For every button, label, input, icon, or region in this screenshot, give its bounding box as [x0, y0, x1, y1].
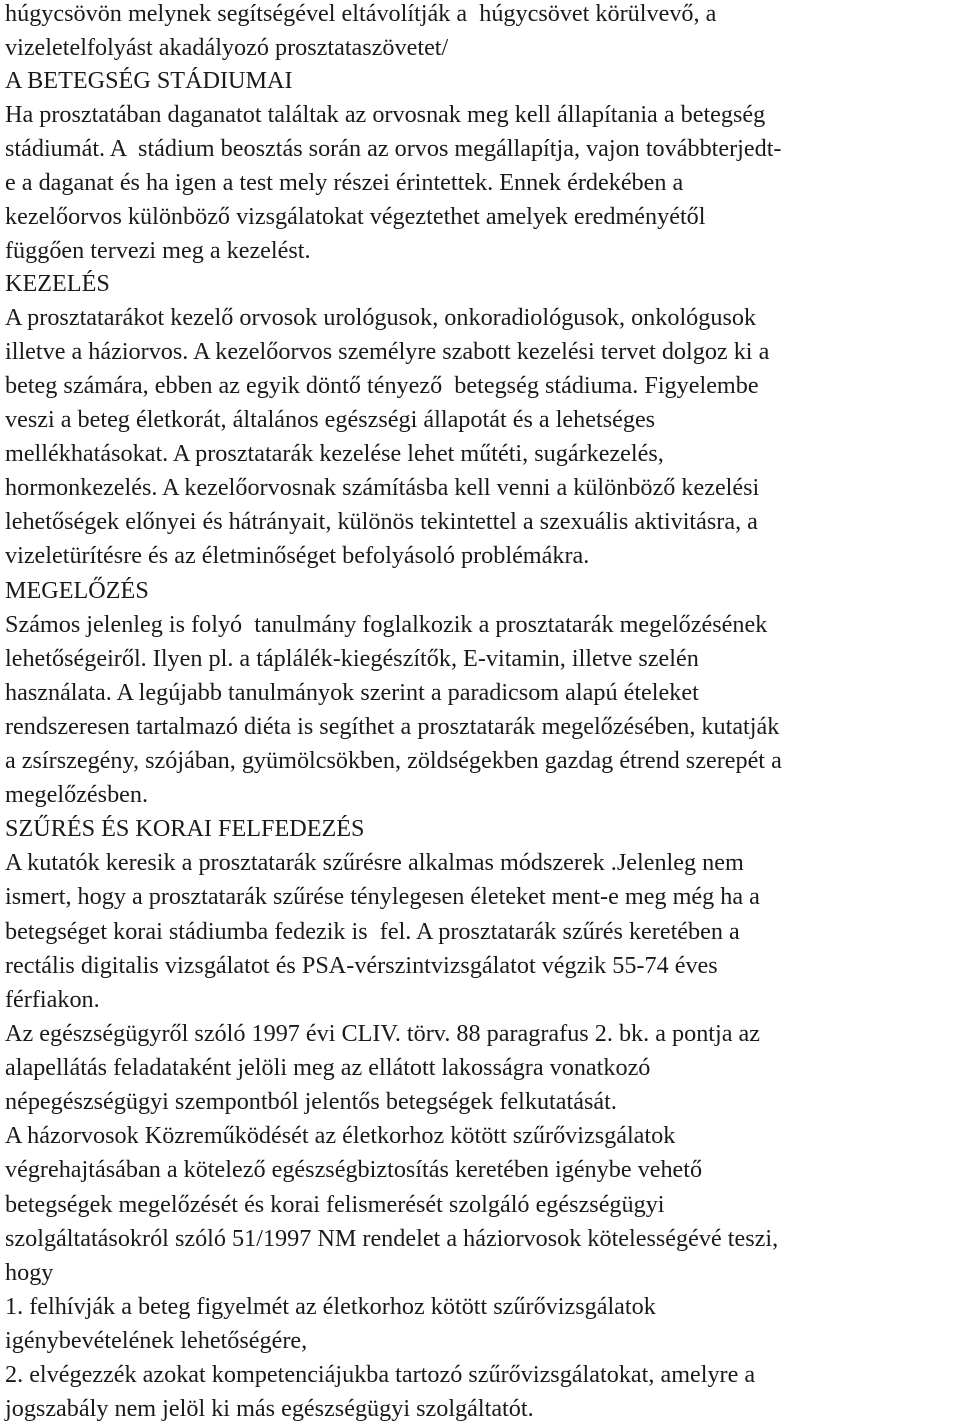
text-line: betegséget korai stádiumba fedezik is fel. A prosztatarák szűrés keretében a	[5, 918, 740, 945]
text-line: vizeletürítésre és az életminőséget befolyásoló problémákra.	[5, 542, 590, 569]
text-line: hormonkezelés. A kezelőorvosnak számításba kell venni a különböző kezelési	[5, 474, 760, 501]
text-line: alapellátás feladataként jelöli meg az ellátott lakosságra vonatkozó	[5, 1054, 651, 1081]
text-line: húgycsövön melynek segítségével eltávolítják a húgycsövet körülvevő, a	[5, 0, 717, 27]
text-line: kezelőorvos különböző vizsgálatokat végeztethet amelyek eredményétől	[5, 203, 706, 230]
text-line: megelőzésben.	[5, 781, 149, 808]
section-heading-stadiumai: A BETEGSÉG STÁDIUMAI	[5, 67, 293, 94]
text-line: Ha prosztatában daganatot találtak az orvosnak meg kell állapítania a betegség	[5, 101, 766, 128]
text-line: e a daganat és ha igen a test mely részei érintettek. Ennek érdekében a	[5, 169, 684, 196]
text-line: használata. A legújabb tanulmányok szerint a paradicsom alapú ételeket	[5, 679, 699, 706]
text-line: a zsírszegény, szójában, gyümölcsökben, zöldségekben gazdag étrend szerepét a	[5, 747, 782, 774]
section-heading-szures: SZŰRÉS ÉS KORAI FELFEDEZÉS	[5, 815, 365, 842]
section-heading-kezeles: KEZELÉS	[5, 270, 110, 297]
text-line: Számos jelenleg is folyó tanulmány foglalkozik a prosztatarák megelőzésének	[5, 611, 768, 638]
text-line: beteg számára, ebben az egyik döntő tényező betegség stádiuma. Figyelembe	[5, 372, 759, 399]
text-line: Az egészségügyről szóló 1997 évi CLIV. törv. 88 paragrafus 2. bk. a pontja az	[5, 1020, 760, 1047]
text-line: függően tervezi meg a kezelést.	[5, 237, 311, 264]
text-line: jogszabály nem jelöl ki más egészségügyi szolgáltatót.	[5, 1395, 534, 1422]
text-line: férfiakon.	[5, 986, 100, 1013]
text-line: vizeletelfolyást akadályozó prosztataszövetet/	[5, 34, 449, 61]
text-line: A prosztatarákot kezelő orvosok urológusok, onkoradiológusok, onkológusok	[5, 304, 757, 331]
text-line: lehetőségeiről. Ilyen pl. a táplálék-kiegészítők, E-vitamin, illetve szelén	[5, 645, 699, 672]
text-line: stádiumát. A stádium beosztás során az orvos megállapítja, vajon továbbterjedt-	[5, 135, 782, 162]
text-line: mellékhatásokat. A prosztatarák kezelése lehet műtéti, sugárkezelés,	[5, 440, 664, 467]
text-line: ismert, hogy a prosztatarák szűrése ténylegesen életeket ment-e meg még ha a	[5, 883, 760, 910]
text-line: hogy	[5, 1259, 54, 1286]
text-line: népegészségügyi szempontból jelentős betegségek felkutatását.	[5, 1088, 617, 1115]
text-line: illetve a háziorvos. A kezelőorvos személyre szabott kezelési tervet dolgoz ki a	[5, 338, 770, 365]
text-line: végrehajtásában a kötelező egészségbiztosítás keretében igénybe vehető	[5, 1156, 703, 1183]
text-line: szolgáltatásokról szóló 51/1997 NM rendelet a háziorvosok kötelességévé teszi,	[5, 1225, 779, 1252]
text-line: betegségek megelőzését és korai felismerését szolgáló egészségügyi	[5, 1191, 665, 1218]
text-line: A házorvosok Közreműködését az életkorhoz kötött szűrővizsgálatok	[5, 1122, 676, 1149]
text-line: igénybevételének lehetőségére,	[5, 1327, 308, 1354]
text-line: rectális digitalis vizsgálatot és PSA-vérszintvizsgálatot végzik 55-74 éves	[5, 952, 718, 979]
list-item-2: 2. elvégezzék azokat kompetenciájukba tartozó szűrővizsgálatokat, amelyre a	[5, 1361, 756, 1388]
text-line: veszi a beteg életkorát, általános egészségi állapotát és a lehetséges	[5, 406, 656, 433]
list-item-1: 1. felhívják a beteg figyelmét az életkorhoz kötött szűrővizsgálatok	[5, 1293, 656, 1320]
text-line: A kutatók keresik a prosztatarák szűrésre alkalmas módszerek .Jelenleg nem	[5, 849, 744, 876]
section-heading-megelozes: MEGELŐZÉS	[5, 577, 149, 604]
text-line: lehetőségek előnyei és hátrányait, különös tekintettel a szexuális aktivitásra, a	[5, 508, 758, 535]
text-line: rendszeresen tartalmazó diéta is segíthet a prosztatarák megelőzésében, kutatják	[5, 713, 780, 740]
